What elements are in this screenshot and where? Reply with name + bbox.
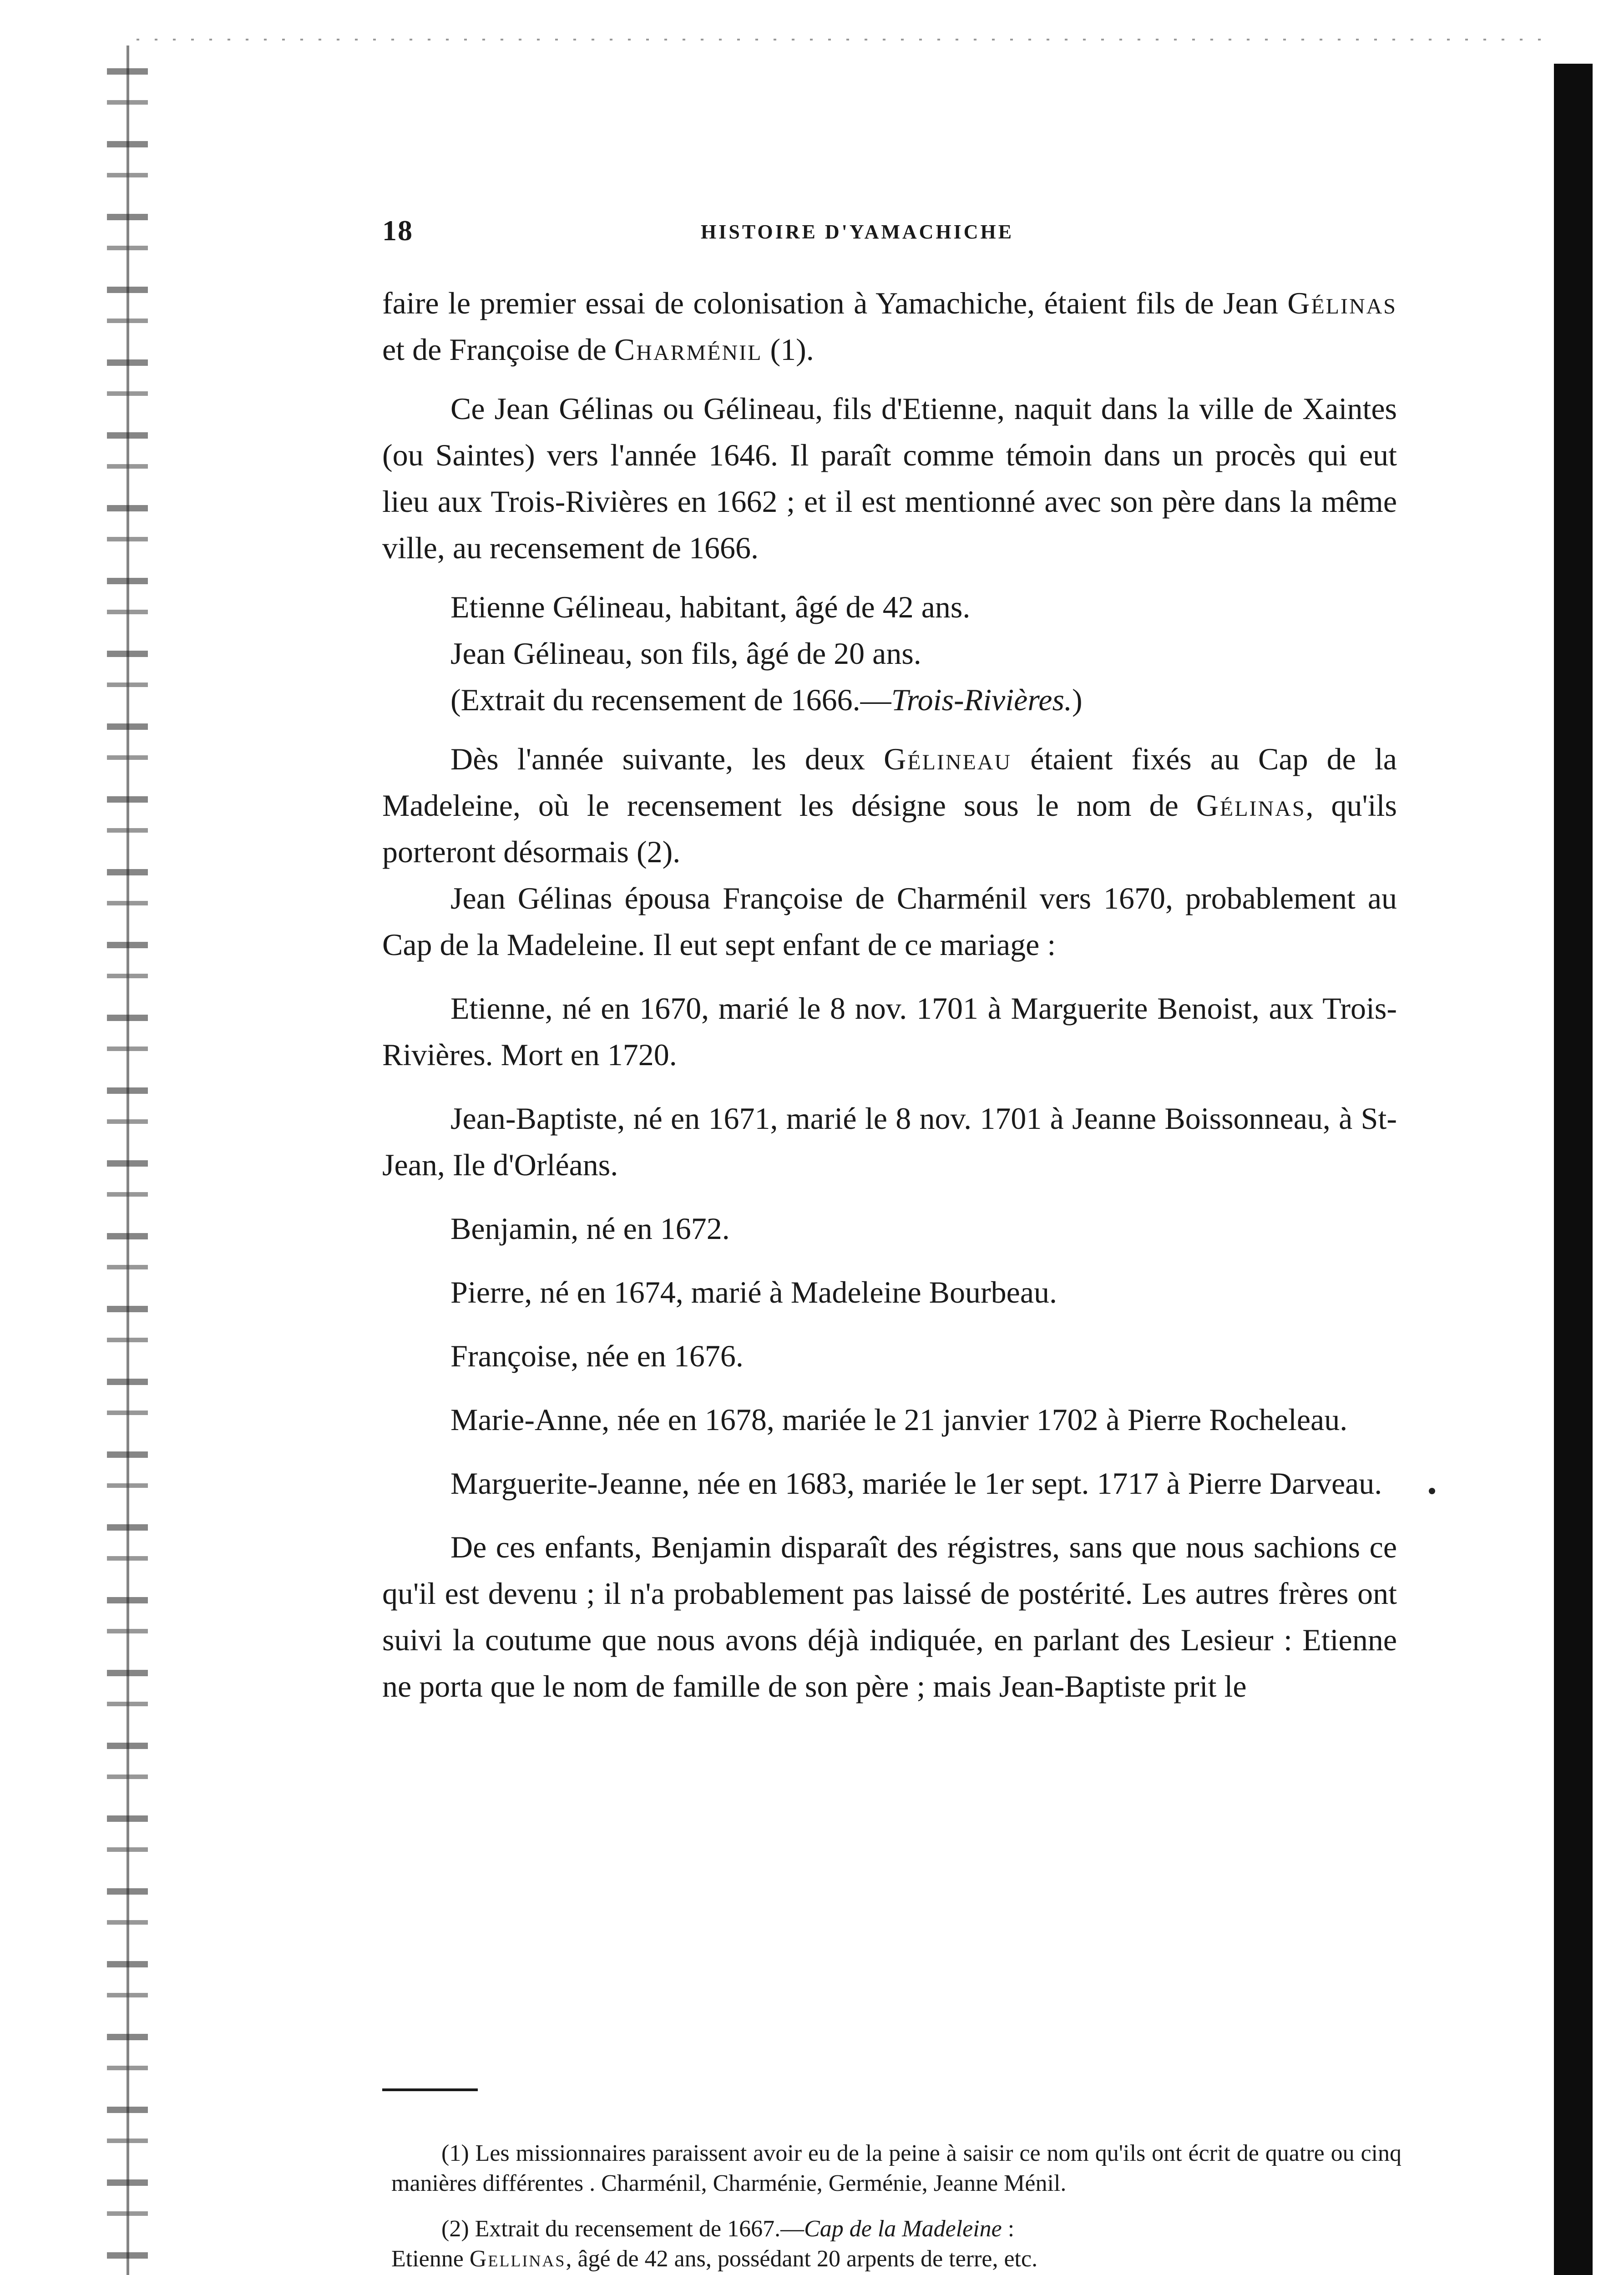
scan-edge-right-bar — [1554, 64, 1593, 2275]
surname-gelinas: Gélinas — [1287, 286, 1397, 320]
child-entry: Jean-Baptiste, né en 1671, marié le 8 nov. 1701 à Jeanne Boissonneau, à St-Jean, Ile d'Orléans. — [382, 1101, 1397, 1182]
scan-speck — [1429, 1488, 1435, 1494]
surname-gelinas-2: Gélinas — [1196, 788, 1306, 823]
child-entry: Benjamin, né en 1672. — [450, 1211, 730, 1246]
scan-binding-marks — [107, 68, 148, 2275]
footnote-2-line-2: Etienne Gellinas, âgé de 42 ans, possédant 20 arpents de terre, etc. — [391, 2246, 1038, 2272]
surname-charmenil: Charménil — [614, 332, 763, 367]
census-line-1: Etienne Gélineau, habitant, âgé de 42 ans. — [450, 590, 971, 624]
running-head: HISTOIRE D'YAMACHICHE — [701, 221, 1014, 243]
paragraph-2: Ce Jean Gélinas ou Gélineau, fils d'Etienne, naquit dans la ville de Xaintes (ou Saintes) vers l'année 1646. Il paraît comme témoin dans un procès qui eut lieu aux Trois-Rivières en 1662 ; et il est mentionné avec son père dans la même ville, au recensement de 1666. — [382, 391, 1397, 565]
surname-gelineau: Gélineau — [884, 742, 1012, 776]
scan-edge-top — [137, 39, 1547, 40]
page-header — [382, 214, 1401, 264]
page-number: 18 — [382, 214, 413, 247]
footnote-2: (2) Extrait du recensement de 1667.—Cap de la Madeleine : — [441, 2216, 1015, 2242]
child-entry: Pierre, né en 1674, marié à Madeleine Bourbeau. — [450, 1275, 1057, 1309]
child-entry: Marie-Anne, née en 1678, mariée le 21 janvier 1702 à Pierre Rocheleau. — [450, 1402, 1348, 1437]
footnote-1: (1) Les missionnaires paraissent avoir eu de la peine à saisir ce nom qu'ils ont écrit de quatre ou cinq manières différentes . Charménil, Charménie, Germénie, Jeanne Ménil. — [391, 2140, 1401, 2196]
footnotes — [391, 2138, 1401, 2275]
census-line-2: Jean Gélineau, son fils, âgé de 20 ans. — [450, 636, 921, 671]
paragraph-3: Dès l'année suivante, les deux Gélineau étaient fixés au Cap de la Madeleine, où le recensement les désigne sous le nom de Gélinas, qu'ils porteront désormais (2). — [382, 742, 1397, 869]
child-entry: Françoise, née en 1676. — [450, 1339, 744, 1373]
body-text — [382, 280, 1397, 1709]
census-source: (Extrait du recensement de 1666.—Trois-Rivières.) — [450, 682, 1083, 717]
paragraph-5: De ces enfants, Benjamin disparaît des régistres, sans que nous sachions ce qu'il est devenu ; il n'a probablement pas laissé de postérité. Les autres frères ont suivi la coutume que nous avons déjà indiquée, en parlant des Lesieur : Etienne ne porta que le nom de famille de son père ; mais Jean-Baptiste prit le — [382, 1530, 1397, 1704]
paragraph-1: faire le premier essai de colonisation à Yamachiche, étaient fils de Jean Gélinas et de Françoise de Charménil (1). — [382, 286, 1397, 367]
child-entry: Marguerite-Jeanne, née en 1683, mariée le 1er sept. 1717 à Pierre Darveau. — [450, 1466, 1382, 1501]
footnote-rule — [382, 2088, 478, 2091]
paragraph-4: Jean Gélinas épousa Françoise de Charménil vers 1670, probablement au Cap de la Madeleine. Il eut sept enfant de ce mariage : — [382, 881, 1397, 962]
child-entry: Etienne, né en 1670, marié le 8 nov. 1701 à Marguerite Benoist, aux Trois-Rivières. Mort en 1720. — [382, 991, 1397, 1072]
